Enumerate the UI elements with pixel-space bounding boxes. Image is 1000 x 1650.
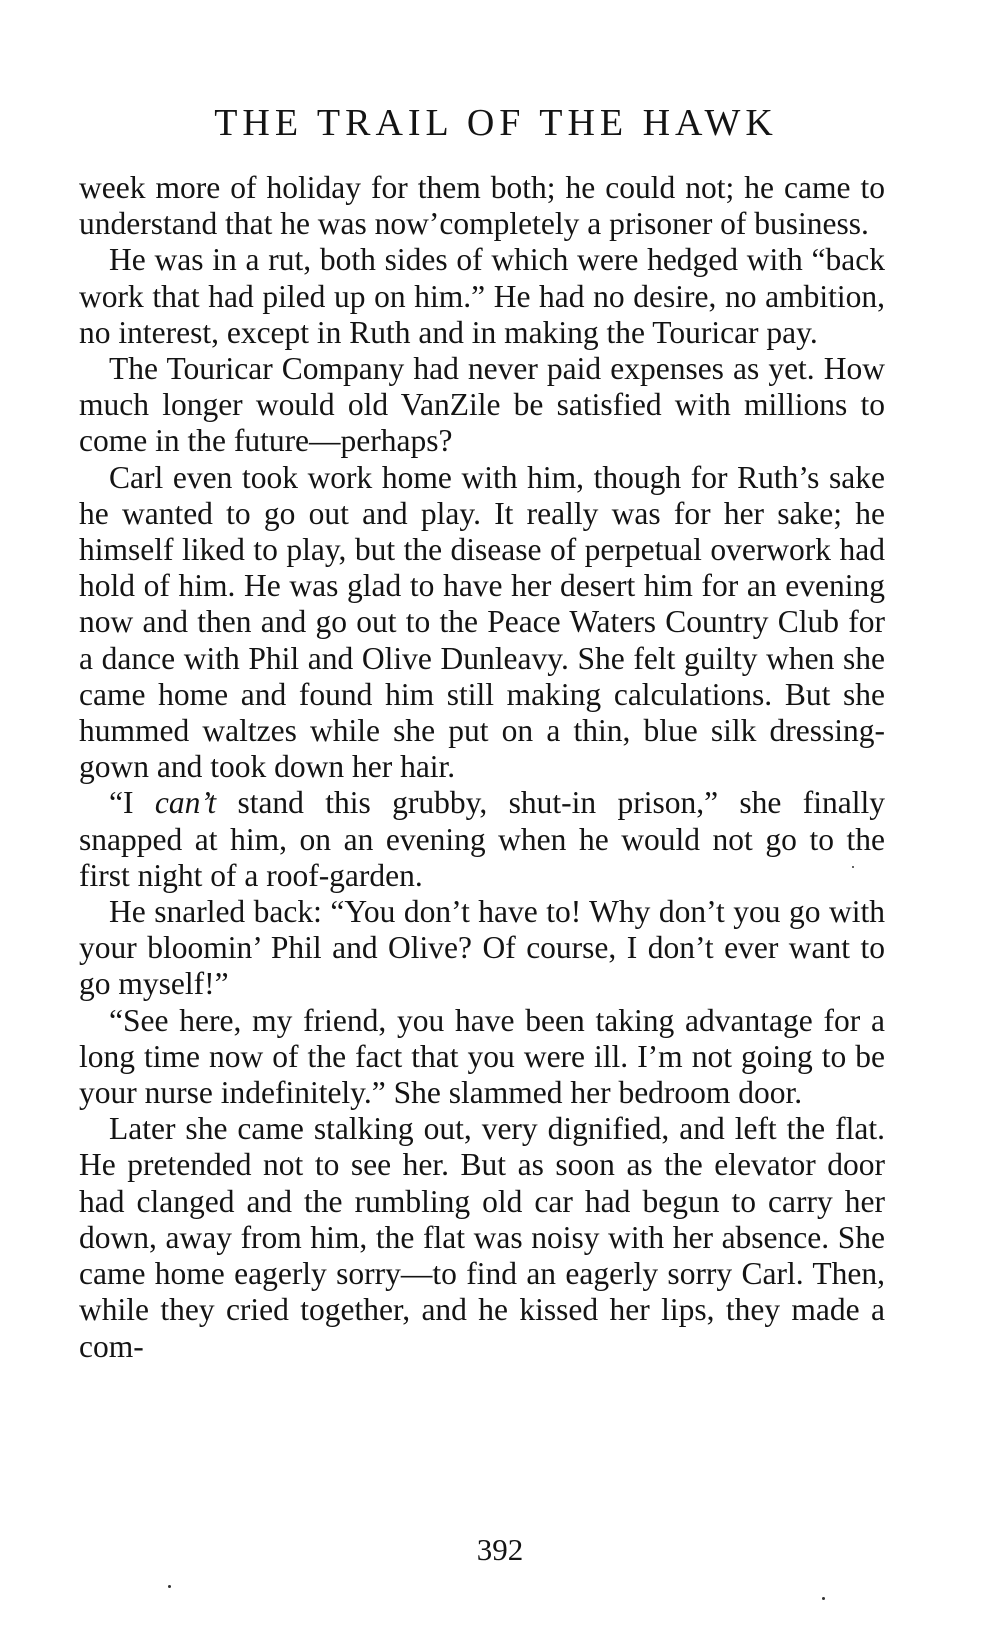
paragraph-rest: stand this grubby, shut-in prison,” she finally snapped at him, on an evening when he would not go to the first night of a roof-garden. — [79, 785, 885, 893]
paragraph: “See here, my friend, you have been taking advantage for a long time now of the fact that you were ill. I’m not going to be your nurse indefinitely.” She slammed her bedroom door. — [79, 1002, 885, 1111]
paragraph-continued: week more of holiday for them both; he could not; he came to understand that he was now’completely a prisoner of business. — [79, 170, 885, 242]
paragraph: He was in a rut, both sides of which were hedged with “back work that had piled up on him.” He had no desire, no ambition, no interest, except in Ruth and in making the Touricar pay. — [79, 242, 885, 350]
paragraph-with-emphasis — [79, 785, 885, 894]
page-number: 392 — [476, 1532, 524, 1567]
paragraph-lead: “I — [109, 785, 155, 821]
body-text — [79, 170, 885, 1365]
emphasized-word: can’t — [154, 785, 217, 821]
paragraph: The Touricar Company had never paid expenses as yet. How much longer would old VanZile be satisfied with millions to come in the future—perhaps? — [79, 351, 885, 459]
paper-speck — [852, 866, 854, 868]
paragraph: Carl even took work home with him, though for Ruth’s sake he wanted to go out and play. It really was for her sake; he himself liked to play, but the disease of perpetual overwork had hold of him. He was glad to have her desert him for an evening now and then and go out to the Peace Waters Country Club for a dance with Phil and Olive Dunleavy. She felt guilty when she came home and found him still making calculations. But she hummed waltzes while she put on a thin, blue silk dressing-gown and took down her hair. — [79, 459, 885, 785]
paragraph: Later she came stalking out, very dignified, and left the flat. He pretended not to see her. But as soon as the elevator door had clanged and the rumbling old car had begun to carry her down, away from him, the flat was noisy with her absence. She came home eagerly sorry—to find an eagerly sorry Carl. Then, while they cried together, and he kissed her lips, they made a com- — [79, 1111, 885, 1364]
running-head-title: THE TRAIL OF THE HAWK — [214, 102, 778, 144]
paragraph: He snarled back: “You don’t have to! Why don’t you go with your bloomin’ Phil and Olive? Of course, I don’t ever want to go myself!” — [79, 894, 885, 1002]
paper-speck — [822, 1597, 825, 1600]
paper-speck — [168, 1585, 171, 1588]
